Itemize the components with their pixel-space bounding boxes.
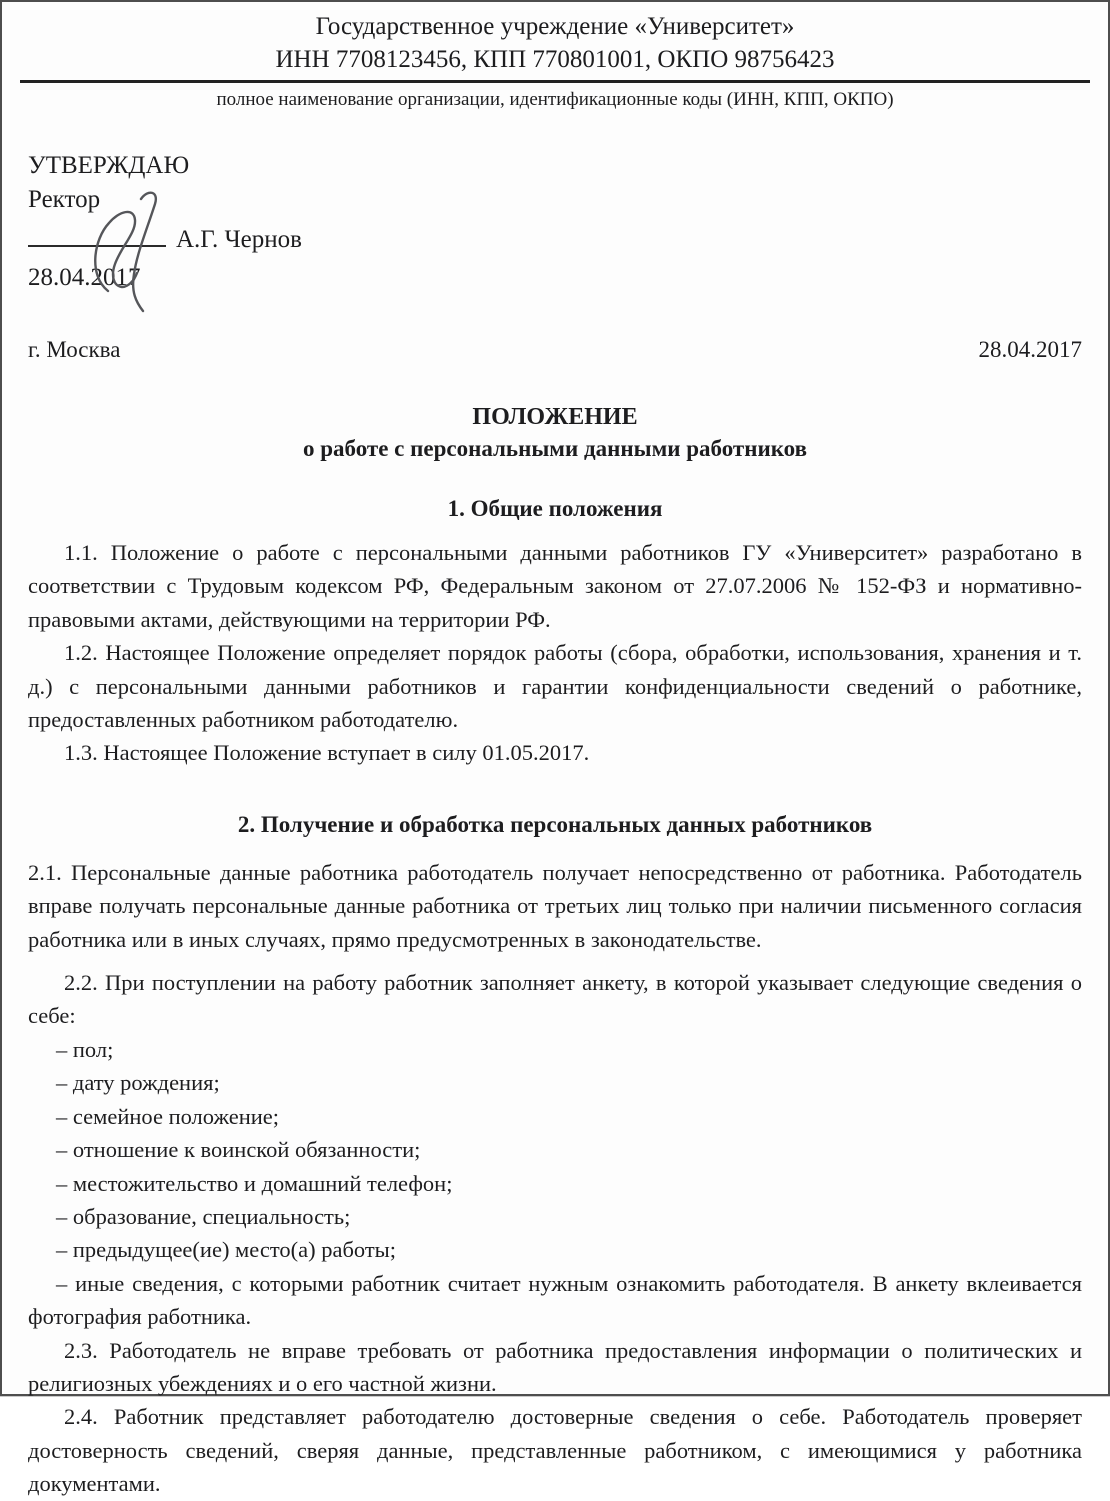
approval-date: 28.04.2017 — [28, 264, 141, 291]
paragraph-2-1: 2.1. Персональные данные работника работодатель получает непосредственно от работника. Работодатель вправе получать персональные данные работника от третьих лиц только при наличии письменного согласия работника или в иных случаях, прямо предусмотренных в законодательстве. — [28, 859, 1082, 952]
paragraph-2-2: 2.2. При поступлении на работу работник заполняет анкету, в которой указывает следующие сведения о себе: — [28, 970, 1082, 1029]
section-1-body — [28, 536, 1082, 770]
list-item: – дату рождения; — [56, 1070, 220, 1096]
section-1-heading: 1. Общие положения — [447, 496, 663, 521]
paragraph-1-2: 1.2. Настоящее Положение определяет порядок работы (сбора, обработки, использования, хранения и т. д.) с персональными данными работников и гарантии конфиденциальности сведений о работнике, предоставленных работником работодателю. — [28, 640, 1082, 733]
list-item: – образование, специальность; — [56, 1203, 351, 1229]
list-item: – пол; — [56, 1036, 114, 1062]
section-2-body — [28, 856, 1082, 1501]
section-2-heading: 2. Получение и обработка персональных данных работников — [237, 811, 873, 837]
list-item: – иные сведения, с которыми работник считает нужным ознакомить работодателя. В анкету вклеивается фотография работника. — [28, 1270, 1082, 1330]
document-subtitle: о работе с персональными данными работников — [302, 436, 808, 461]
paragraph-1-3: 1.3. Настоящее Положение вступает в силу 01.05.2017. — [64, 740, 590, 766]
signature-row — [28, 221, 448, 257]
header-divider — [20, 80, 1090, 83]
document-city: г. Москва — [28, 337, 121, 362]
signature-line — [28, 221, 166, 247]
paragraph-1-1: 1.1. Положение о работе с персональными данными работников ГУ «Университет» разработано в соответствии с Трудовым кодексом РФ, Федеральным законом от 27.07.2006 № 152-ФЗ и нормативно-правовыми актами, действующими на территории РФ. — [28, 540, 1082, 632]
paragraph-2-4: 2.4. Работник представляет работодателю достоверные сведения о себе. Работодатель проверяет достоверность сведений, сверяя данные, представленные работником, с имеющимися у работника документами. — [28, 1404, 1082, 1497]
paragraph-2-3: 2.3. Работодатель не вправе требовать от работника предоставления информации о политических и религиозных убеждениях и о его частной жизни. — [28, 1337, 1082, 1396]
list-item: – предыдущее(ие) место(а) работы; — [56, 1237, 397, 1263]
list-item: – местожительство и домашний телефон; — [56, 1170, 453, 1196]
approver-position: Ректор — [28, 186, 101, 213]
org-codes: ИНН 7708123456, КПП 770801001, ОКПО 98756423 — [275, 46, 835, 73]
approve-label: УТВЕРЖДАЮ — [28, 152, 190, 179]
org-name: Государственное учреждение «Университет» — [315, 13, 795, 40]
signatory-name: А.Г. Чернов — [176, 226, 302, 253]
personal-data-list — [28, 1033, 1082, 1334]
list-item: – отношение к воинской обязанности; — [56, 1137, 421, 1163]
approval-block — [28, 149, 448, 295]
org-header-caption: полное наименование организации, идентификационные коды (ИНН, КПП, ОКПО) — [216, 89, 894, 110]
document-title: ПОЛОЖЕНИЕ — [472, 404, 638, 430]
org-header — [28, 10, 1082, 76]
place-date-row — [28, 335, 1082, 365]
document-date: 28.04.2017 — [978, 337, 1082, 362]
list-item: – семейное положение; — [56, 1103, 280, 1129]
